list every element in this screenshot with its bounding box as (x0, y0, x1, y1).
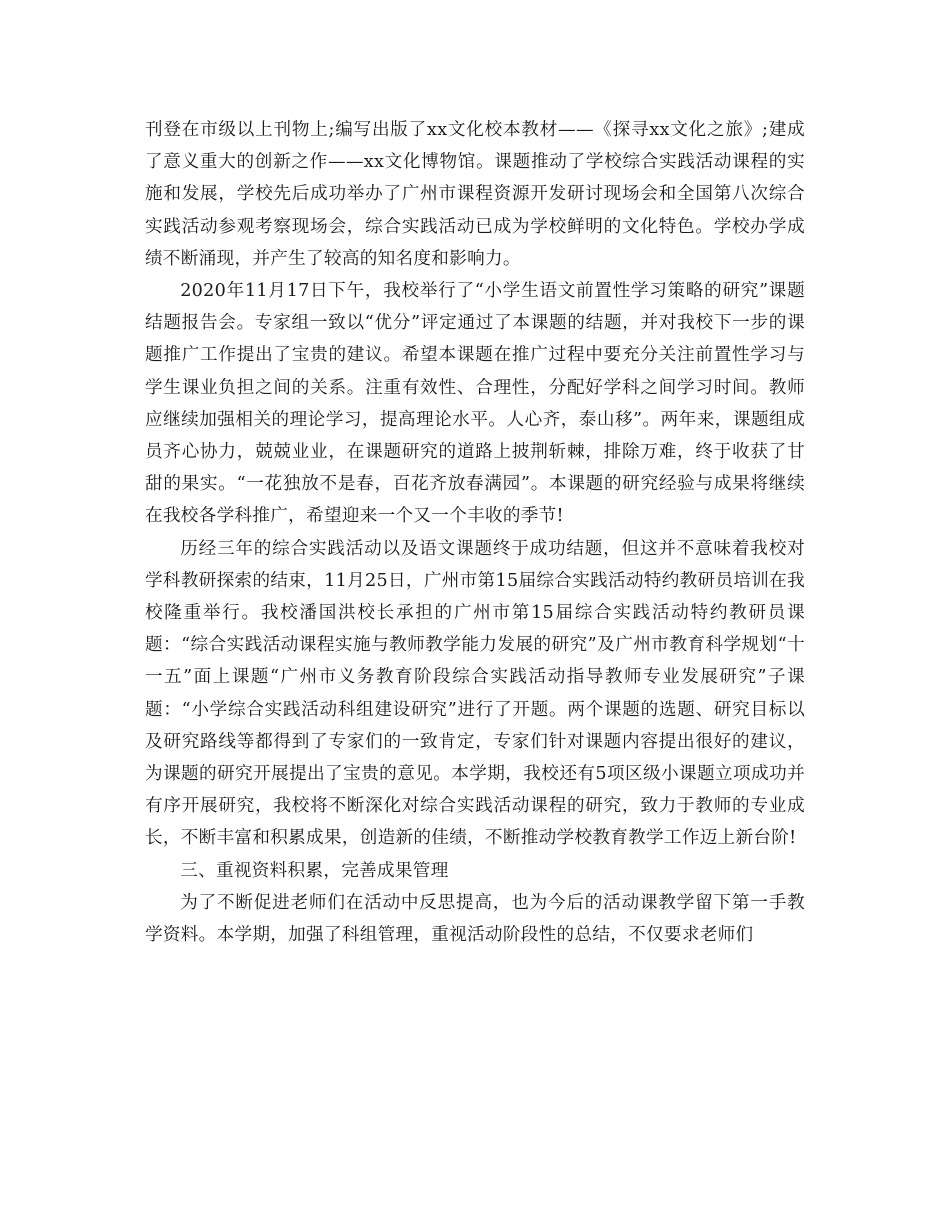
document-body (145, 114, 805, 951)
section-heading: 三、重视资料积累，完善成果管理 (180, 860, 449, 881)
paragraph-research-training: 历经三年的综合实践活动以及语文课题终于成功结题，但这并不意味着我校对学科教研探索的结束，11月25日，广州市第15届综合实践活动特约教研员培训在我校隆重举行。我校潘国洪校长承担的广州市第15届综合实践活动特约教研员课题：“综合实践活动课程实施与教师教学能力发展的研究”及广州市教育科学规划“十一五”面上课题“广州市义务教育阶段综合实践活动指导教师专业发展研究”子课题：“小学综合实践活动科组建设研究”进行了开题。两个课题的选题、研究目标以及研究路线等都得到了专家们的一致肯定，专家们针对课题内容提出很好的建议，为课题的研究开展提出了宝贵的意见。本学期，我校还有5项区级小课题立项成功并有序开展研究，我校将不断深化对综合实践活动课程的研究，致力于教师的专业成长，不断丰富和积累成果，创造新的佳绩，不断推动学校教育教学工作迈上新台阶! (145, 538, 805, 849)
paragraph-materials: 为了不断促进老师们在活动中反思提高，也为今后的活动课教学留下第一手教学资料。本学期，加强了科组管理，重视活动阶段性的总结，不仅要求老师们 (145, 892, 805, 946)
paragraph-conclusion-report: 2020年11月17日下午，我校举行了“小学生语文前置性学习策略的研究”课题结题报告会。专家组一致以“优分”评定通过了本课题的结题，并对我校下一步的课题推广工作提出了宝贵的建议。希望本课题在推广过程中要充分关注前置性学习与学生课业负担之间的关系。注重有效性、合理性，分配好学科之间学习时间。教师应继续加强相关的理论学习，提高理论水平。人心齐，泰山移”。两年来，课题组成员齐心协力，兢兢业业，在课题研究的道路上披荆斩棘，排除万难，终于收获了甘甜的果实。“一花独放不是春，百花齐放春满园”。本课题的研究经验与成果将继续在我校各学科推广，希望迎来一个又一个丰收的季节! (145, 281, 805, 527)
paragraph-continuation: 刊登在市级以上刊物上;编写出版了xx文化校本教材——《探寻xx文化之旅》;建成了意义重大的创新之作——xx文化博物馆。课题推动了学校综合实践活动课程的实施和发展，学校先后成功举办了广州市课程资源开发研讨现场会和全国第八次综合实践活动参观考察现场会，综合实践活动已成为学校鲜明的文化特色。学校办学成绩不断涌现，并产生了较高的知名度和影响力。 (145, 120, 805, 269)
